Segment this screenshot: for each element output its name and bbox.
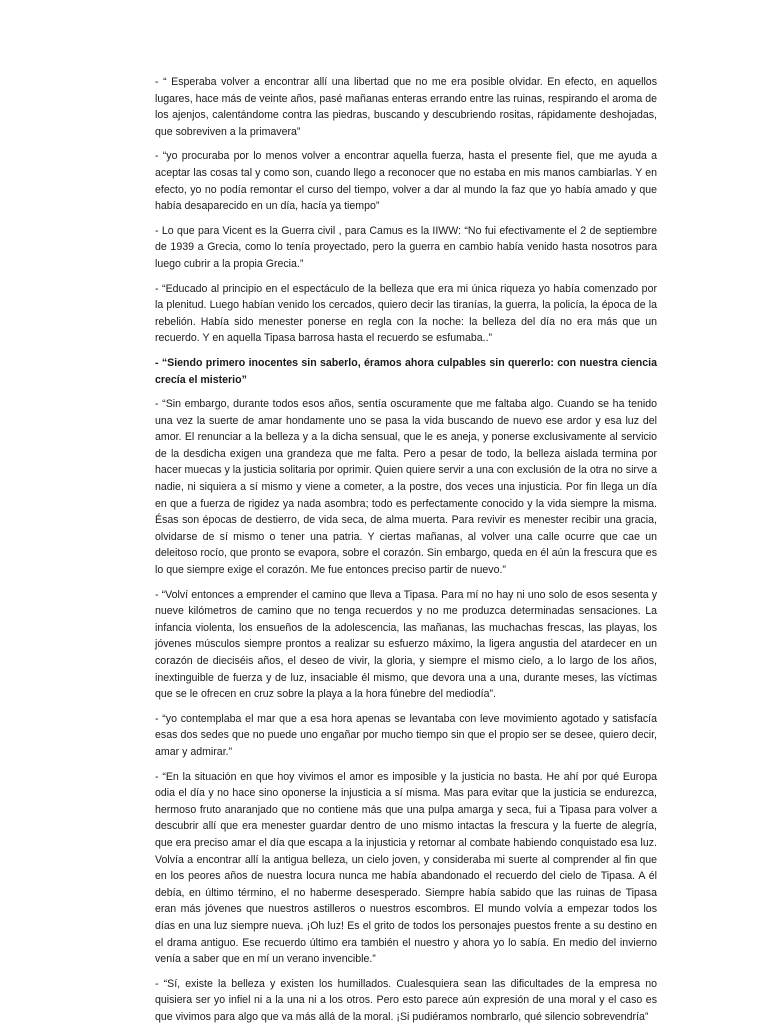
paragraph-10: - “Sí, existe la belleza y existen los humillados. Cualesquiera sean las dificultades de la empresa no quisiera ser yo infiel ni a la una ni a los otros. Pero esto parece aún expresión de una moral y el caso es que vivimos para algo que va más allá de la moral. ¡Si pudiéramos nombrarlo, qué silencio sobrevendría” xyxy=(155,977,657,1023)
paragraph-2: - “yo procuraba por lo menos volver a encontrar aquella fuerza, hasta el presente fiel, que me ayuda a aceptar las cosas tal y como son, cuando llego a reconocer que no estaba en mis manos cambiarlas. Y en efecto, yo no podía remontar el curso del tiempo, volver a dar al mundo la faz que yo había amado y que había desaparecido en un día, hacía ya tiempo” xyxy=(155,150,657,213)
paragraph-5-bold-quote: - “Siendo primero inocentes sin saberlo, éramos ahora culpables sin quererlo: con nuestra ciencia crecía el misterio” xyxy=(155,356,657,386)
paragraph-9: - “En la situación en que hoy vivimos el amor es imposible y la justicia no basta. He ahí por qué Europa odia el día y no hace sino oponerse la injusticia a sí misma. Mas para evitar que la justicia se endurezca, hermoso fruto anaranjado que no contiene más que una pulpa amarga y seca, fui a Tipasa para volver a descubrir allí que era menester guardar dentro de uno mismo intactas la frescura y la fuerte de alegría, que era preciso amar el día que escapa a la injusticia y retornar al combate habiendo conquistado esa luz. Volvía a encontrar allí la antigua belleza, un cielo joven, y consideraba mi suerte al comprender al fin que en los peores años de nuestra locura nunca me había abandonado el recuerdo del cielo de Tipasa. A él debía, en último término, el no haberme desesperado. Siempre había sabido que las ruinas de Tipasa eran más jóvenes que nuestros astilleros o nuestros escombros. El mundo volvía a empezar todos los días en una luz siempre nueva. ¡Oh luz! Es el grito de todos los personajes puestos frente a su destino en el drama antiguo. Ese recuerdo último era también el nuestro y ahora yo lo sabía. En medio del invierno venía a saber que en mí un verano invencible.” xyxy=(155,770,657,966)
paragraph-6: - “Sin embargo, durante todos esos años, sentía oscuramente que me faltaba algo. Cuando se ha tenido una vez la suerte de amar hondamente uno se pasa la vida buscando de nuevo ese ardor y esa luz del amor. El renunciar a la belleza y a la dicha sensual, que le es aneja, y ponerse exclusivamente al servicio de la desdicha exigen una grandeza que me falta. Pero a pesar de todo, la belleza aislada termina por hacer muecas y la justicia solitaria por oprimir. Quien quiere servir a una con exclusión de la otra no sirve a nadie, ni siquiera a sí mismo y viene a cometer, a la postre, dos veces una injusticia. Por fin llega un día en que a fuerza de rigidez ya nada asombra; todo es perfectamente conocido y la vida siempre la misma. Ésas son épocas de destierro, de vida seca, de alma muerta. Para revivir es menester recibir una gracia, olvidarse de sí mismo o tener una patria. Y ciertas mañanas, al volver una calle ocurre que cae un deleitoso rocío, que pronto se evapora, sobre el corazón. Sin embargo, queda en él aún la frescura que es lo que siempre exige el corazón. Me fue entonces preciso partir de nuevo.” xyxy=(155,398,657,577)
paragraph-3: - Lo que para Vicent es la Guerra civil , para Camus es la IIWW: “No fui efectivamente el 2 de septiembre de 1939 a Grecia, como lo tenía proyectado, pero la guerra en cambio había venido hasta nosotros para luego cubrir a la propia Grecia.” xyxy=(155,224,657,270)
paragraph-7: - “Volví entonces a emprender el camino que lleva a Tipasa. Para mí no hay ni uno solo de esos sesenta y nueve kilómetros de camino que no tenga recuerdos y no me produzca determinadas sensaciones. La infancia violenta, los ensueños de la adolescencia, las mañanas, las muchachas frescas, las playas, los jóvenes músculos siempre prontos a realizar su esfuerzo máximo, la ligera angustia del atardecer en un corazón de dieciséis años, el deseo de vivir, la gloria, y siempre el mismo cielo, a lo largo de los años, inextinguible de fuerza y de luz, insaciable él mismo, que devora una a una, durante meses, las víctimas que se le ofrecen en cruz sobre la playa a la hora fúnebre del mediodía”. xyxy=(155,588,657,701)
paragraph-8: - “yo contemplaba el mar que a esa hora apenas se levantaba con leve movimiento agotado y satisfacía esas dos sedes que no puede uno engañar por mucho tiempo sin que el propio ser se desee, quiero decir, amar y admirar.” xyxy=(155,712,657,758)
paragraph-4: - “Educado al principio en el espectáculo de la belleza que era mi única riqueza yo había comenzado por la plenitud. Luego habían venido los cercados, quiero decir las tiranías, la guerra, la policía, la época de la rebelión. Había sido menester ponerse en regla con la noche: la belleza del día no era más que un recuerdo. Y en aquella Tipasa barrosa hasta el recuerdo se esfumaba..” xyxy=(155,282,657,345)
paragraph-1: - “ Esperaba volver a encontrar allí una libertad que no me era posible olvidar. En efecto, en aquellos lugares, hace más de veinte años, pasé mañanas enteras errando entre las ruinas, respirando el aroma de los ajenjos, calentándome contra las piedras, buscando y descubriendo rositas, rápidamente deshojadas, que sobreviven a la primavera” xyxy=(155,76,657,138)
document-page xyxy=(155,74,657,1033)
